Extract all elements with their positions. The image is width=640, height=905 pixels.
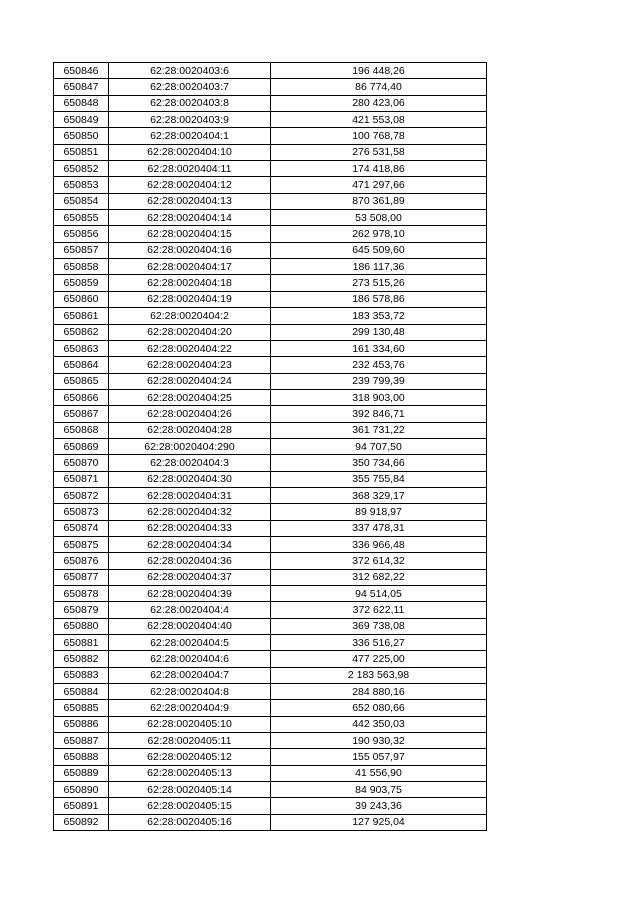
table-row xyxy=(54,700,487,716)
data-table xyxy=(53,62,487,831)
value-cell: 652 080,66 xyxy=(271,700,487,716)
row-number-cell: 650864 xyxy=(54,357,109,373)
row-number-cell: 650874 xyxy=(54,520,109,536)
row-number-cell: 650889 xyxy=(54,765,109,781)
row-number-cell: 650876 xyxy=(54,553,109,569)
row-number-cell: 650881 xyxy=(54,635,109,651)
table-row xyxy=(54,749,487,765)
row-number-cell: 650885 xyxy=(54,700,109,716)
table-row xyxy=(54,275,487,291)
value-cell: 392 846,71 xyxy=(271,406,487,422)
value-cell: 174 418,86 xyxy=(271,161,487,177)
table-row xyxy=(54,193,487,209)
table-row xyxy=(54,733,487,749)
cadastral-number-cell: 62:28:0020403:6 xyxy=(109,63,271,79)
table-row xyxy=(54,798,487,814)
table-row xyxy=(54,487,487,503)
table-row xyxy=(54,226,487,242)
cadastral-number-cell: 62:28:0020404:11 xyxy=(109,161,271,177)
value-cell: 186 578,86 xyxy=(271,291,487,307)
row-number-cell: 650866 xyxy=(54,389,109,405)
table-row xyxy=(54,684,487,700)
value-cell: 336 966,48 xyxy=(271,536,487,552)
cadastral-number-cell: 62:28:0020404:36 xyxy=(109,553,271,569)
row-number-cell: 650849 xyxy=(54,112,109,128)
table-row xyxy=(54,79,487,95)
cadastral-number-cell: 62:28:0020404:22 xyxy=(109,340,271,356)
cadastral-number-cell: 62:28:0020404:25 xyxy=(109,389,271,405)
value-cell: 41 556,90 xyxy=(271,765,487,781)
cadastral-number-cell: 62:28:0020404:12 xyxy=(109,177,271,193)
cadastral-number-cell: 62:28:0020405:14 xyxy=(109,782,271,798)
value-cell: 276 531,58 xyxy=(271,144,487,160)
table-row xyxy=(54,95,487,111)
row-number-cell: 650855 xyxy=(54,210,109,226)
row-number-cell: 650890 xyxy=(54,782,109,798)
cadastral-number-cell: 62:28:0020404:37 xyxy=(109,569,271,585)
document-page xyxy=(53,62,486,831)
value-cell: 232 453,76 xyxy=(271,357,487,373)
cadastral-number-cell: 62:28:0020403:9 xyxy=(109,112,271,128)
value-cell: 361 731,22 xyxy=(271,422,487,438)
value-cell: 442 350,03 xyxy=(271,716,487,732)
cadastral-number-cell: 62:28:0020404:4 xyxy=(109,602,271,618)
cadastral-number-cell: 62:28:0020404:24 xyxy=(109,373,271,389)
value-cell: 86 774,40 xyxy=(271,79,487,95)
table-row xyxy=(54,210,487,226)
table-row xyxy=(54,520,487,536)
cadastral-number-cell: 62:28:0020405:10 xyxy=(109,716,271,732)
row-number-cell: 650857 xyxy=(54,242,109,258)
cadastral-number-cell: 62:28:0020404:15 xyxy=(109,226,271,242)
value-cell: 39 243,36 xyxy=(271,798,487,814)
value-cell: 196 448,26 xyxy=(271,63,487,79)
value-cell: 183 353,72 xyxy=(271,308,487,324)
row-number-cell: 650892 xyxy=(54,814,109,830)
cadastral-number-cell: 62:28:0020404:32 xyxy=(109,504,271,520)
row-number-cell: 650860 xyxy=(54,291,109,307)
value-cell: 372 622,11 xyxy=(271,602,487,618)
value-cell: 471 297,66 xyxy=(271,177,487,193)
cadastral-number-cell: 62:28:0020403:8 xyxy=(109,95,271,111)
row-number-cell: 650869 xyxy=(54,438,109,454)
value-cell: 127 925,04 xyxy=(271,814,487,830)
cadastral-number-cell: 62:28:0020404:19 xyxy=(109,291,271,307)
cadastral-number-cell: 62:28:0020404:6 xyxy=(109,651,271,667)
table-row xyxy=(54,308,487,324)
cadastral-number-cell: 62:28:0020404:9 xyxy=(109,700,271,716)
row-number-cell: 650863 xyxy=(54,340,109,356)
table-row xyxy=(54,667,487,683)
table-row xyxy=(54,144,487,160)
table-row xyxy=(54,635,487,651)
table-row xyxy=(54,553,487,569)
cadastral-number-cell: 62:28:0020404:13 xyxy=(109,193,271,209)
table-row xyxy=(54,406,487,422)
value-cell: 337 478,31 xyxy=(271,520,487,536)
table-row xyxy=(54,471,487,487)
table-row xyxy=(54,536,487,552)
cadastral-number-cell: 62:28:0020404:8 xyxy=(109,684,271,700)
table-row xyxy=(54,765,487,781)
cadastral-number-cell: 62:28:0020404:10 xyxy=(109,144,271,160)
row-number-cell: 650882 xyxy=(54,651,109,667)
row-number-cell: 650888 xyxy=(54,749,109,765)
row-number-cell: 650875 xyxy=(54,536,109,552)
row-number-cell: 650870 xyxy=(54,455,109,471)
table-row xyxy=(54,389,487,405)
row-number-cell: 650886 xyxy=(54,716,109,732)
table-row xyxy=(54,618,487,634)
table-row xyxy=(54,438,487,454)
value-cell: 239 799,39 xyxy=(271,373,487,389)
table-row xyxy=(54,177,487,193)
table-row xyxy=(54,128,487,144)
row-number-cell: 650853 xyxy=(54,177,109,193)
value-cell: 355 755,84 xyxy=(271,471,487,487)
cadastral-number-cell: 62:28:0020404:39 xyxy=(109,586,271,602)
row-number-cell: 650867 xyxy=(54,406,109,422)
cadastral-number-cell: 62:28:0020404:290 xyxy=(109,438,271,454)
cadastral-number-cell: 62:28:0020404:7 xyxy=(109,667,271,683)
cadastral-number-cell: 62:28:0020404:18 xyxy=(109,275,271,291)
value-cell: 84 903,75 xyxy=(271,782,487,798)
row-number-cell: 650878 xyxy=(54,586,109,602)
cadastral-number-cell: 62:28:0020404:2 xyxy=(109,308,271,324)
table-row xyxy=(54,63,487,79)
value-cell: 161 334,60 xyxy=(271,340,487,356)
cadastral-number-cell: 62:28:0020404:30 xyxy=(109,471,271,487)
cadastral-number-cell: 62:28:0020404:26 xyxy=(109,406,271,422)
table-row xyxy=(54,340,487,356)
cadastral-number-cell: 62:28:0020405:15 xyxy=(109,798,271,814)
value-cell: 155 057,97 xyxy=(271,749,487,765)
table-row xyxy=(54,112,487,128)
table-row xyxy=(54,242,487,258)
cadastral-number-cell: 62:28:0020404:20 xyxy=(109,324,271,340)
row-number-cell: 650868 xyxy=(54,422,109,438)
row-number-cell: 650871 xyxy=(54,471,109,487)
row-number-cell: 650865 xyxy=(54,373,109,389)
table-row xyxy=(54,602,487,618)
row-number-cell: 650847 xyxy=(54,79,109,95)
cadastral-number-cell: 62:28:0020403:7 xyxy=(109,79,271,95)
table-row xyxy=(54,422,487,438)
table-row xyxy=(54,373,487,389)
row-number-cell: 650880 xyxy=(54,618,109,634)
table-body xyxy=(54,63,487,831)
value-cell: 94 514,05 xyxy=(271,586,487,602)
cadastral-number-cell: 62:28:0020404:40 xyxy=(109,618,271,634)
cadastral-number-cell: 62:28:0020404:5 xyxy=(109,635,271,651)
cadastral-number-cell: 62:28:0020404:16 xyxy=(109,242,271,258)
value-cell: 299 130,48 xyxy=(271,324,487,340)
table-row xyxy=(54,651,487,667)
table-row xyxy=(54,161,487,177)
value-cell: 368 329,17 xyxy=(271,487,487,503)
value-cell: 312 682,22 xyxy=(271,569,487,585)
row-number-cell: 650859 xyxy=(54,275,109,291)
value-cell: 372 614,32 xyxy=(271,553,487,569)
table-row xyxy=(54,586,487,602)
row-number-cell: 650856 xyxy=(54,226,109,242)
cadastral-number-cell: 62:28:0020405:11 xyxy=(109,733,271,749)
cadastral-number-cell: 62:28:0020404:14 xyxy=(109,210,271,226)
value-cell: 645 509,60 xyxy=(271,242,487,258)
row-number-cell: 650873 xyxy=(54,504,109,520)
row-number-cell: 650854 xyxy=(54,193,109,209)
cadastral-number-cell: 62:28:0020404:34 xyxy=(109,536,271,552)
cadastral-number-cell: 62:28:0020405:13 xyxy=(109,765,271,781)
table-row xyxy=(54,357,487,373)
row-number-cell: 650891 xyxy=(54,798,109,814)
value-cell: 89 918,97 xyxy=(271,504,487,520)
value-cell: 100 768,78 xyxy=(271,128,487,144)
cadastral-number-cell: 62:28:0020404:3 xyxy=(109,455,271,471)
value-cell: 273 515,26 xyxy=(271,275,487,291)
row-number-cell: 650861 xyxy=(54,308,109,324)
table-row xyxy=(54,716,487,732)
row-number-cell: 650848 xyxy=(54,95,109,111)
value-cell: 477 225,00 xyxy=(271,651,487,667)
value-cell: 350 734,66 xyxy=(271,455,487,471)
row-number-cell: 650851 xyxy=(54,144,109,160)
row-number-cell: 650883 xyxy=(54,667,109,683)
row-number-cell: 650850 xyxy=(54,128,109,144)
cadastral-number-cell: 62:28:0020404:23 xyxy=(109,357,271,373)
value-cell: 186 117,36 xyxy=(271,259,487,275)
table-row xyxy=(54,782,487,798)
table-row xyxy=(54,814,487,830)
value-cell: 318 903,00 xyxy=(271,389,487,405)
value-cell: 336 516,27 xyxy=(271,635,487,651)
value-cell: 53 508,00 xyxy=(271,210,487,226)
table-row xyxy=(54,291,487,307)
value-cell: 369 738,08 xyxy=(271,618,487,634)
cadastral-number-cell: 62:28:0020404:31 xyxy=(109,487,271,503)
table-row xyxy=(54,455,487,471)
value-cell: 870 361,89 xyxy=(271,193,487,209)
value-cell: 190 930,32 xyxy=(271,733,487,749)
value-cell: 421 553,08 xyxy=(271,112,487,128)
row-number-cell: 650884 xyxy=(54,684,109,700)
cadastral-number-cell: 62:28:0020405:12 xyxy=(109,749,271,765)
row-number-cell: 650887 xyxy=(54,733,109,749)
row-number-cell: 650862 xyxy=(54,324,109,340)
row-number-cell: 650879 xyxy=(54,602,109,618)
table-row xyxy=(54,569,487,585)
table-row xyxy=(54,324,487,340)
cadastral-number-cell: 62:28:0020404:17 xyxy=(109,259,271,275)
row-number-cell: 650858 xyxy=(54,259,109,275)
cadastral-number-cell: 62:28:0020404:28 xyxy=(109,422,271,438)
row-number-cell: 650872 xyxy=(54,487,109,503)
cadastral-number-cell: 62:28:0020404:33 xyxy=(109,520,271,536)
value-cell: 94 707,50 xyxy=(271,438,487,454)
table-row xyxy=(54,259,487,275)
row-number-cell: 650877 xyxy=(54,569,109,585)
table-row xyxy=(54,504,487,520)
value-cell: 284 880,16 xyxy=(271,684,487,700)
value-cell: 262 978,10 xyxy=(271,226,487,242)
row-number-cell: 650846 xyxy=(54,63,109,79)
cadastral-number-cell: 62:28:0020404:1 xyxy=(109,128,271,144)
cadastral-number-cell: 62:28:0020405:16 xyxy=(109,814,271,830)
row-number-cell: 650852 xyxy=(54,161,109,177)
value-cell: 2 183 563,98 xyxy=(271,667,487,683)
value-cell: 280 423,06 xyxy=(271,95,487,111)
